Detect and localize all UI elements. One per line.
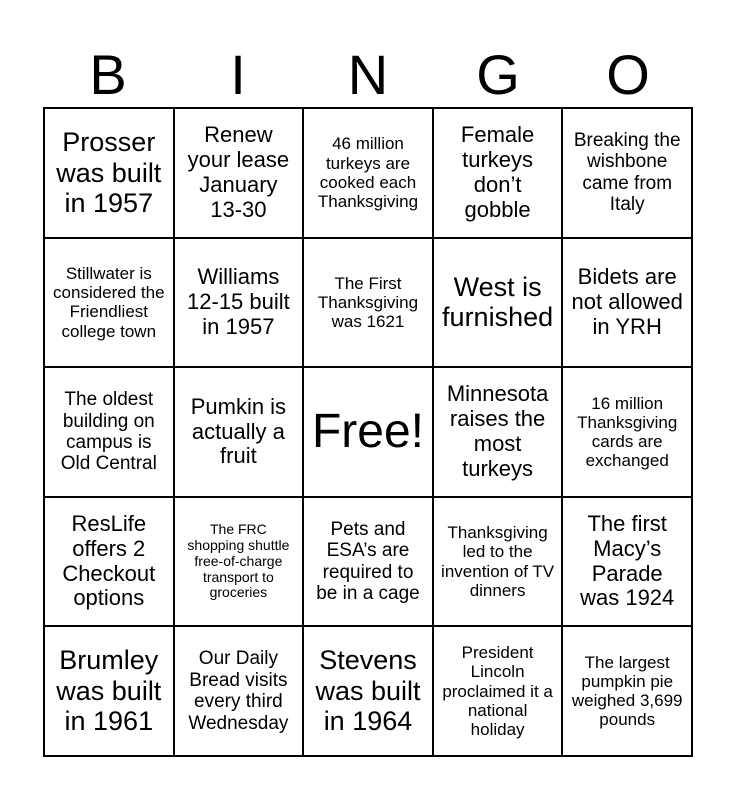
- bingo-grid: [43, 107, 693, 757]
- header-letter-o: O: [606, 43, 650, 106]
- bingo-cell[interactable]: Stevens was built in 1964: [303, 626, 433, 756]
- bingo-cell[interactable]: Brumley was built in 1961: [44, 626, 174, 756]
- free-space[interactable]: Free!: [303, 367, 433, 497]
- bingo-cell[interactable]: Renew your lease January 13-30: [174, 108, 304, 238]
- bingo-cell[interactable]: The first Macy’s Parade was 1924: [562, 497, 692, 627]
- bingo-cell[interactable]: Pumkin is actually a fruit: [174, 367, 304, 497]
- header-letter-b: B: [89, 43, 127, 106]
- bingo-cell[interactable]: Female turkeys don’t gobble: [433, 108, 563, 238]
- bingo-cell[interactable]: Breaking the wishbone came from Italy: [562, 108, 692, 238]
- bingo-cell[interactable]: Thanksgiving led to the invention of TV dinners: [433, 497, 563, 627]
- header-letter-n: N: [347, 43, 389, 106]
- bingo-cell[interactable]: 16 million Thanksgiving cards are exchanged: [562, 367, 692, 497]
- bingo-cell[interactable]: Our Daily Bread visits every third Wednesday: [174, 626, 304, 756]
- bingo-cell[interactable]: The First Thanksgiving was 1621: [303, 238, 433, 368]
- bingo-cell[interactable]: West is furnished: [433, 238, 563, 368]
- bingo-cell[interactable]: ResLife offers 2 Checkout options: [44, 497, 174, 627]
- bingo-cell[interactable]: The oldest building on campus is Old Central: [44, 367, 174, 497]
- bingo-cell[interactable]: The largest pumpkin pie weighed 3,699 pounds: [562, 626, 692, 756]
- bingo-cell[interactable]: Prosser was built in 1957: [44, 108, 174, 238]
- bingo-cell[interactable]: Bidets are not allowed in YRH: [562, 238, 692, 368]
- bingo-cell[interactable]: Stillwater is considered the Friendliest college town: [44, 238, 174, 368]
- bingo-cell[interactable]: 46 million turkeys are cooked each Thanksgiving: [303, 108, 433, 238]
- header-letter-g: G: [476, 43, 520, 106]
- bingo-cell[interactable]: Williams 12-15 built in 1957: [174, 238, 304, 368]
- bingo-cell[interactable]: Pets and ESA’s are required to be in a cage: [303, 497, 433, 627]
- bingo-cell[interactable]: President Lincoln proclaimed it a national holiday: [433, 626, 563, 756]
- bingo-header: [43, 44, 693, 106]
- header-letter-i: I: [230, 43, 246, 106]
- bingo-cell[interactable]: Minnesota raises the most turkeys: [433, 367, 563, 497]
- bingo-cell[interactable]: The FRC shopping shuttle free-of-charge transport to groceries: [174, 497, 304, 627]
